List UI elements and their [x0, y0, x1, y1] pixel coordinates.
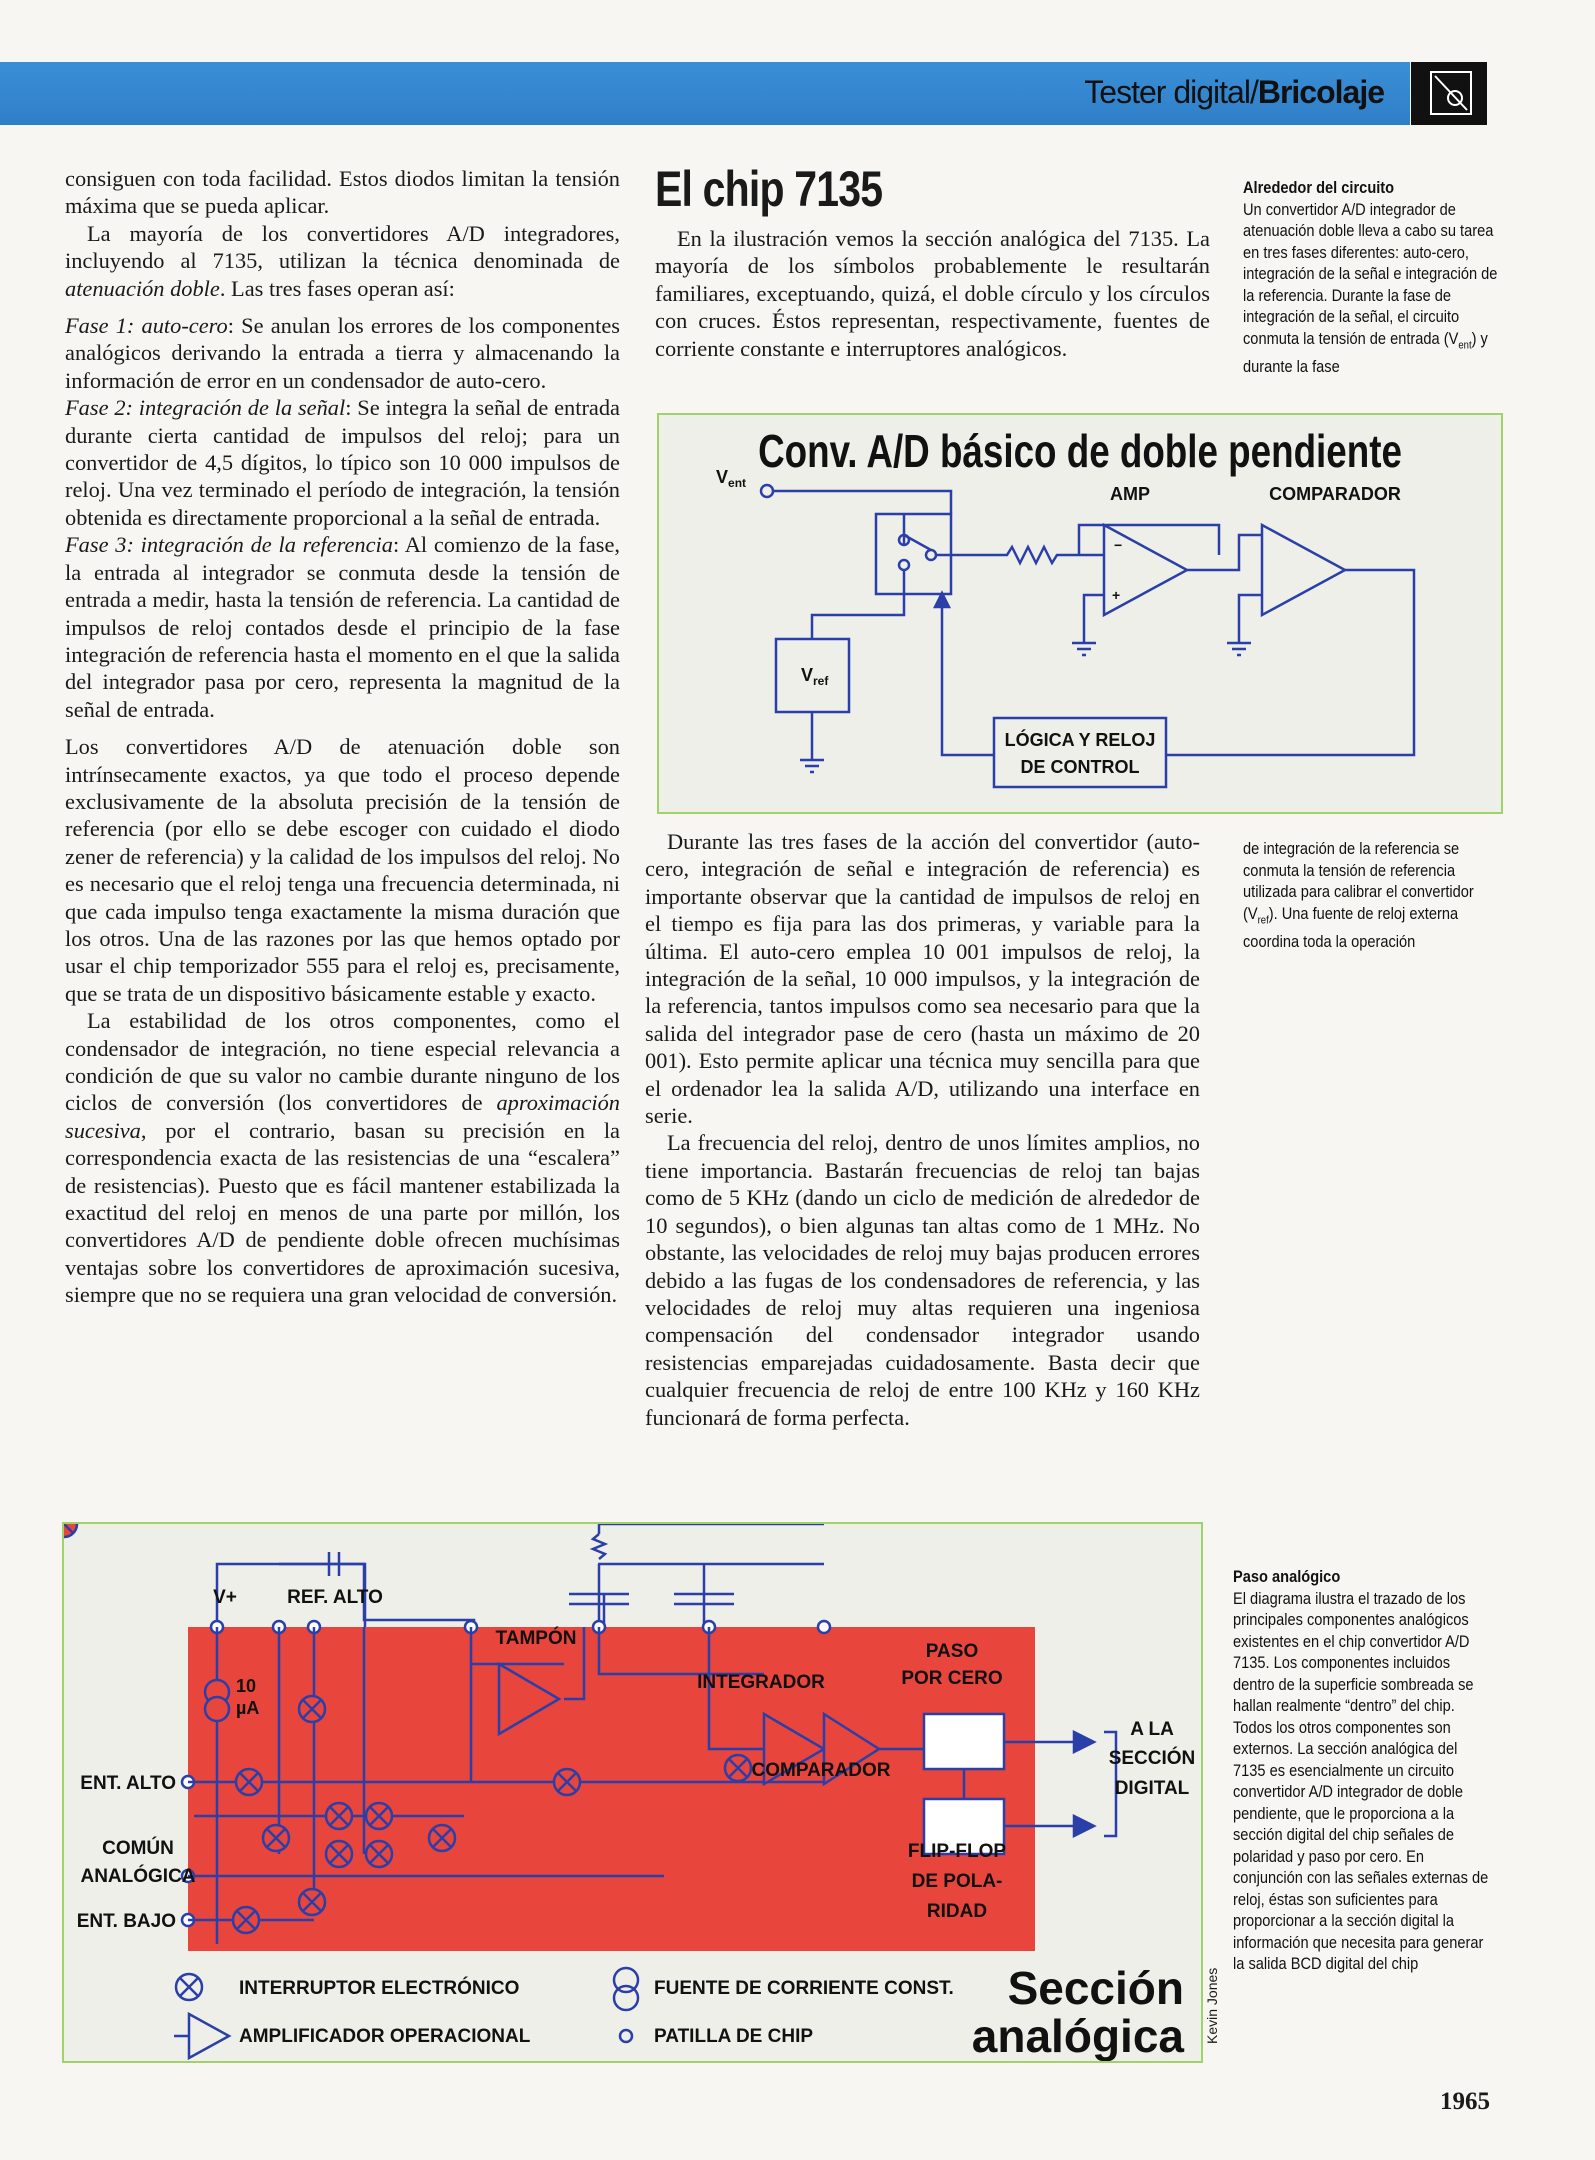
current-source-icon — [614, 1968, 638, 2010]
figure-title: Sección — [1007, 1962, 1184, 2014]
emphasis: aproximación sucesiva — [65, 1090, 620, 1143]
subscript: ent — [1458, 338, 1472, 351]
paragraph — [65, 1007, 620, 1308]
paragraph — [65, 312, 620, 394]
zero-cross-label: PASO — [925, 1641, 979, 1662]
digital-section-label: DIGITAL — [1114, 1778, 1190, 1799]
caption-text: Un convertidor A/D integrador de atenuación doble lleva a cabo su tarea en tres fases diferentes: auto-cero, integración de la señal e integración de la referencia. Durante la fase de integración de la señal, el circuito conmuta la tensión de entrada (V — [1243, 199, 1498, 348]
input-low-label: ENT. BAJO — [76, 1911, 176, 1932]
figure-analog-section — [62, 1522, 1220, 2063]
legend-current-source: FUENTE DE CORRIENTE CONST. — [654, 1978, 954, 1999]
analog-common-label: ANALÓGICA — [80, 1866, 196, 1887]
paragraph — [65, 394, 620, 531]
flipflop-label: RIDAD — [926, 1901, 988, 1922]
comparator-label: COMPARADOR — [1269, 484, 1401, 504]
legend-switch: INTERRUPTOR ELECTRÓNICO — [239, 1978, 520, 1999]
paragraph: consiguen con toda facilidad. Estos diodos limitan la tensión máxima que se pueda aplicar. — [65, 166, 620, 219]
digital-section-label: SECCIÓN — [1108, 1748, 1196, 1769]
buffer-label: TAMPÓN — [495, 1628, 577, 1649]
zero-cross-label: POR CERO — [901, 1668, 1003, 1689]
caption-text: El diagrama ilustra el trazado de los principales componentes analógicos existentes en el chip convertidor A/D 7135. Los componentes incluidos dentro de la superficie sombreada se hallan realmente “dentro” del chip. Todos los otros componentes son externos. La sección analógica del 7135 es esencialmente un circuito convertidor A/D integrador de doble pendiente, que le proporciona a la sección digital del chip señales de polaridad y paso por cero. En conjunción con las señales externas de reloj, éstas son suficientes para proporcionar a la sección digital la información que necesita para generar la salida BCD digital del chip — [1233, 1588, 1489, 1973]
integrator-label: INTEGRADOR — [697, 1672, 825, 1693]
figure-dual-slope-converter — [657, 413, 1503, 814]
paragraph — [65, 531, 620, 723]
intro-text — [655, 225, 1210, 362]
vplus-label: V+ — [213, 1587, 237, 1608]
text: , por el contrario, basan su precisión en la correspondencia exacta de las resistencias de una “escalera” de resistencias). Puesto que es fácil mantener estabilizada la exactitud del reloj en menos de una parte por millón, los convertidores A/D de pendiente doble ofrecen muchísimas ventajas sobre los convertidores de aproximación sucesiva, siempre que no se requiera una gran velocidad de conversión. — [65, 1117, 620, 1308]
legend-chip-pin: PATILLA DE CHIP — [654, 2026, 814, 2047]
sidebar-caption-circuit — [1243, 177, 1501, 378]
text: La estabilidad de los otros componentes, como el condensador de integración, no tiene especial relevancia a condición de que su valor no cambie durante ninguno de los ciclos de conversión (los convertidores de — [65, 1008, 620, 1116]
text: : Al comienzo de la fase, la entrada al integrador se conmuta desde la tensión de entrada a medir, hasta la tensión de referencia. La cantidad de impulsos de reloj contados desde el principio de la fase integración de referencia hasta el momento en el que la salida del integrador pasa por cero, representa la magnitud de la señal de entrada. — [65, 532, 621, 722]
figure-title: analógica — [971, 2010, 1184, 2061]
current-label: 10 — [236, 1676, 257, 1696]
svg-text:−: − — [1114, 537, 1123, 553]
digital-section-label: A LA — [1130, 1719, 1174, 1740]
vent-label: $V_{ent}$ — [716, 467, 747, 490]
header-section: Tester digital/ — [1084, 74, 1258, 110]
text: La mayoría de los convertidores A/D integradores, incluyendo al 7135, utilizan la técnica denominada de — [65, 220, 620, 274]
flipflop-label: DE POLA- — [911, 1871, 1003, 1892]
svg-text:+: + — [1112, 587, 1121, 603]
header-series: Bricolaje — [1257, 74, 1384, 110]
caption-text: de integración de la referencia se conmuta la tensión de referencia utilizada para calibrar el convertidor (V — [1243, 839, 1474, 923]
page-number: 1965 — [1440, 2088, 1490, 2115]
phase-label: Fase 3: integración de la referencia — [65, 532, 393, 558]
sidebar-caption-analog — [1233, 1566, 1491, 1975]
ref-high-label: REF. ALTO — [287, 1587, 383, 1608]
legend-opamp: AMPLIFICADOR OPERACIONAL — [239, 2026, 531, 2047]
sidebar-caption-continued — [1243, 838, 1501, 953]
emphasis: atenuación doble — [65, 275, 220, 301]
opamp-icon — [174, 2014, 229, 2058]
tool-icon — [1411, 62, 1487, 125]
input-high-label: ENT. ALTO — [80, 1773, 176, 1794]
caption-text: ) y durante la fase — [1243, 328, 1488, 377]
pin-icon — [620, 2030, 632, 2042]
caption-text: ). Una fuente de reloj externa coordina toda la operación — [1243, 903, 1459, 952]
middle-column — [645, 828, 1200, 1431]
phase-label: Fase 1: auto-cero — [65, 313, 228, 339]
logic-label: LÓGICA Y RELOJ — [1004, 730, 1156, 750]
header-bar — [0, 62, 1410, 125]
paragraph: Los convertidores A/D de atenuación doble son intrínsecamente exactos, ya que todo el proceso depende exclusivamente de la absoluta precisión de la tensión de referencia (por ello se debe escoger con cuidado el diodo zener de referencia) y la calidad de los impulsos del reloj. No es necesario que el reloj tenga una frecuencia determinada, ni que cada impulso tenga exactamente la misma duración que los otros. Una de las razones por las que hemos optado por usar el chip temporizador 555 para el reloj es, precisamente, que se trata de un dispositivo básicamente estable y exacto. — [65, 734, 620, 1006]
figure-title: Conv. A/D básico de doble pendiente — [758, 425, 1402, 477]
switch-icon — [176, 1974, 202, 2000]
caption-title: Alrededor del circuito — [1243, 178, 1395, 197]
flipflop-label: FLIP-FLOP — [907, 1841, 1007, 1862]
analog-common-label: COMÚN — [102, 1838, 174, 1859]
text: : Se anulan los errores de los componentes analógicos derivando la entrada a tierra y almacenando la información de error en un condensador de auto-cero. — [65, 313, 621, 393]
paragraph: La frecuencia del reloj, dentro de unos límites amplios, no tiene importancia. Bastarán frecuencias de reloj tan bajas como de 5 KHz (dando un ciclo de medición de alrededor de 10 segundos), o bien algunas tan altas como de 1 MHz. No obstante, las velocidades de reloj muy bajas producen errores debido a las fugas de los condensadores de referencia, y las velocidades de reloj muy altas requieren una ingeniosa compensación del condensador integrador usando resistencias emparejadas cuidadosamente. Basta decir que cualquier frecuencia de reloj de entre 100 KHz y 160 KHz funcionará de forma perfecta. — [645, 1130, 1200, 1430]
amp-label: AMP — [1110, 484, 1150, 504]
comparator-label: COMPARADOR — [751, 1760, 891, 1781]
paragraph: Durante las tres fases de la acción del convertidor (auto-cero, integración de señal e integración de referencia) es importante observar que la cantidad de impulsos de reloj en el tiempo es fija para las dos primeras, y variable para la última. El auto-cero emplea 10 001 impulsos de reloj, la integración de la señal, 10 000 impulsos, y la integración de la referencia, tantos impulsos como sea necesario para que la salida del integrador pase de cero (hasta un máximo de 20 001). Esto permite aplicar una técnica muy sencilla para que el ordenador lea la salida A/D, utilizando una interface en serie. — [645, 829, 1200, 1129]
comparator-symbol — [1262, 525, 1345, 615]
illustrator-credit: Kevin Jones — [1204, 1967, 1220, 2044]
paragraph — [65, 220, 620, 302]
article-title: El chip 7135 — [655, 161, 883, 217]
vref-label: $V_{ref}$ — [801, 665, 829, 688]
current-label: µA — [236, 1698, 260, 1718]
left-column — [65, 165, 620, 1309]
phase-label: Fase 2: integración de la señal — [65, 395, 346, 421]
subscript: ref — [1257, 913, 1269, 926]
header-title — [1084, 74, 1384, 111]
text: . Las tres fases operan así: — [219, 275, 455, 301]
caption-title: Paso analógico — [1233, 1567, 1341, 1586]
paragraph: En la ilustración vemos la sección analógica del 7135. La mayoría de los símbolos probablemente le resultarán familiares, exceptuando, quizá, el doble círculo y los círculos con cruces. Éstos representan, respectivamente, fuentes de corriente constante e interruptores analógicos. — [655, 226, 1210, 361]
text: : Se integra la señal de entrada durante cierta cantidad de impulsos del reloj; para un convertidor de 4,5 dígitos, lo típico son 10 000 impulsos de reloj. Una vez terminado el período de integración, la tensión obtenida es directamente proporcional a la señal de entrada. — [65, 395, 620, 530]
logic-label: DE CONTROL — [1020, 757, 1140, 777]
